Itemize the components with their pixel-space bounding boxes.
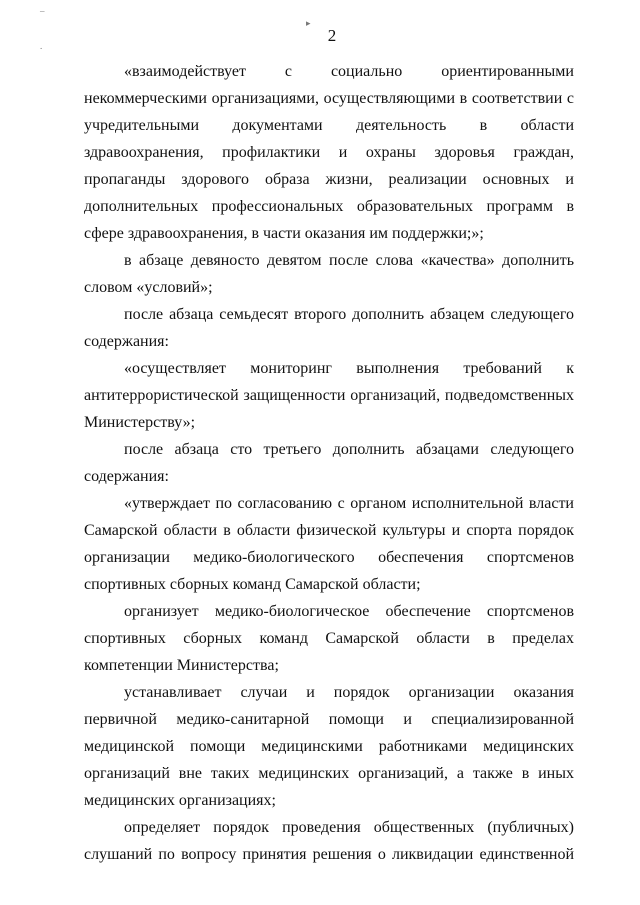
paragraph: «осуществляет мониторинг выполнения требований к антитеррористической защищенности организаций, подведомственных Министерству»; [84, 360, 574, 431]
paragraph: организует медико-биологическое обеспечение спортсменов спортивных сборных команд Самарской области в пределах компетенции Министерства; [84, 603, 574, 674]
paragraph: в абзаце девяносто девятом после слова «качества» дополнить словом «условий»; [84, 252, 574, 296]
scan-mark: ▸ [306, 18, 311, 28]
paragraph: определяет порядок проведения общественных (публичных) слушаний по вопросу принятия решения о ликвидации единственной [84, 819, 574, 863]
document-body [84, 58, 574, 868]
scan-mark: – [40, 6, 45, 16]
page-number: 2 [327, 26, 337, 45]
paragraph: устанавливает случаи и порядок организации оказания первичной медико-санитарной помощи и специализированной медицинской помощи медицинскими работниками медицинских организаций вне таких медицинских организаций, а также в иных медицинских организациях; [84, 684, 574, 809]
paragraph: «взаимодействует с социально ориентированными некоммерческими организациями, осуществляющими в соответствии с учредительными документами деятельность в области здравоохранения, профилактики и охраны здоровья граждан, пропаганды здорового образа жизни, реализации основных и дополнительных профессиональных образовательных программ в сфере здравоохранения, в части оказания им поддержки;»; [84, 63, 574, 242]
paragraph: после абзаца семьдесят второго дополнить абзацем следующего содержания: [84, 306, 574, 350]
scan-mark: . [40, 41, 43, 51]
paragraph: после абзаца сто третьего дополнить абзацами следующего содержания: [84, 441, 574, 485]
paragraph: «утверждает по согласованию с органом исполнительной власти Самарской области в области физической культуры и спорта порядок организации медико-биологического обеспечения спортсменов спортивных сборных команд Самарской области; [84, 495, 574, 593]
